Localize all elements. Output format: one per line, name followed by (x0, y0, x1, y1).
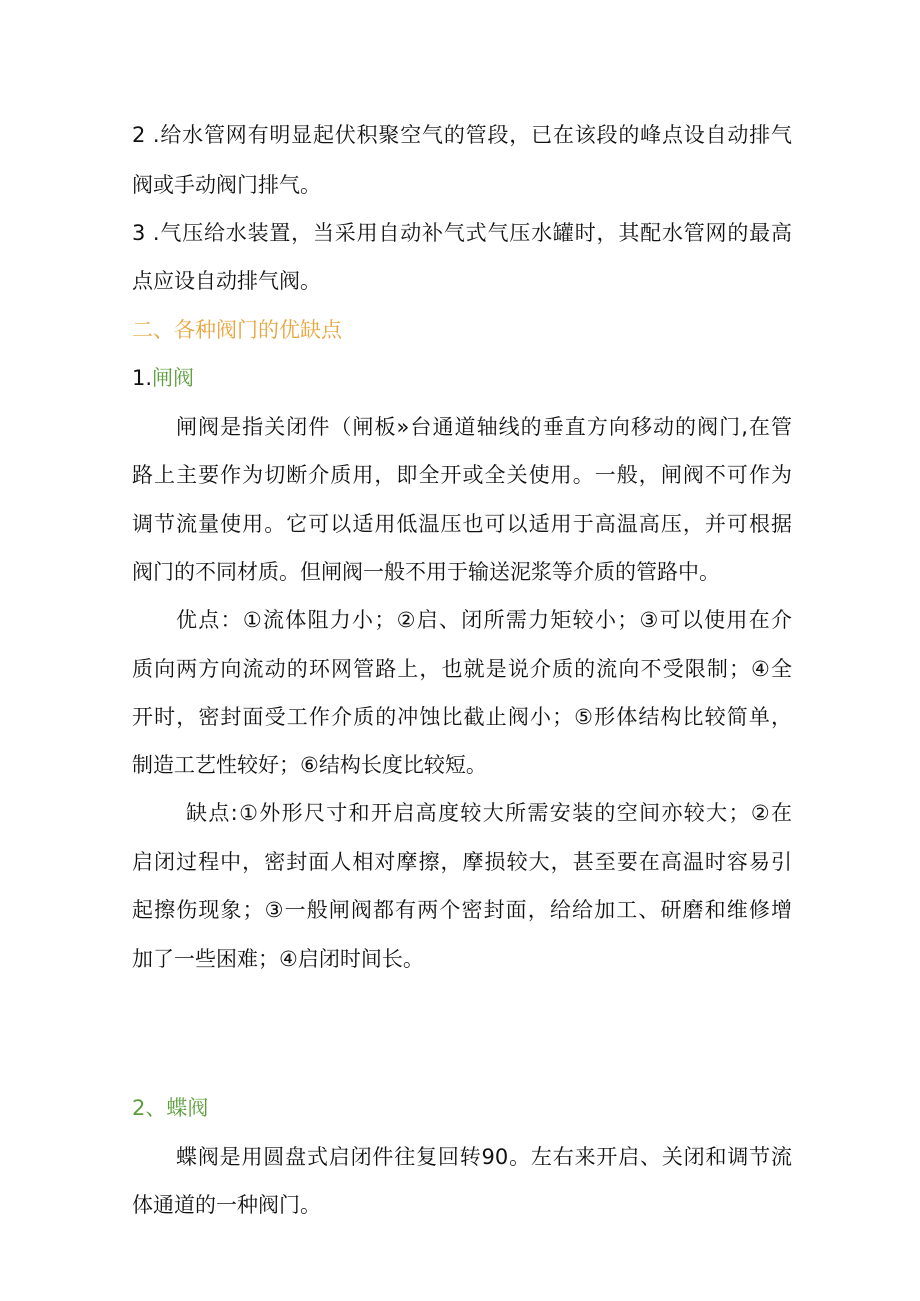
butterfly-valve-heading: 2、蝶阀 (132, 1096, 209, 1120)
gate-valve-intro-line3: 调节流量使用。它可以适用低温压也可以适用于高温高压，并可根据 (132, 512, 792, 536)
gate-valve-disadvantages-line3: 起擦伤现象；③一般闸阀都有两个密封面，给给加工、研磨和维修增 (132, 898, 792, 922)
gate-valve-heading (132, 363, 792, 393)
gate-valve-advantages-line1: 优点：①流体阻力小；②启、闭所需力矩较小；③可以使用在介 (176, 608, 792, 632)
gate-valve-intro-line1: 闸阀是指关闭件（闸板»台通道轴线的垂直方向移动的阀门,在管 (176, 415, 792, 439)
gate-valve-intro-line2: 路上主要作为切断介质用，即全开或全关使用。一般，闸阀不可作为 (132, 463, 792, 487)
gate-valve-intro-line4: 阀门的不同材质。但闸阀一般不用于输送泥浆等介质的管路中。 (132, 560, 720, 584)
gate-valve-disadvantages-line2: 启闭过程中，密封面人相对摩擦，摩损较大，甚至要在高温时容易引 (132, 850, 792, 874)
butterfly-valve-intro-line2: 体通道的一种阀门。 (132, 1193, 321, 1217)
item3-line2: 点应设自动排气阀。 (132, 269, 321, 293)
gate-valve-advantages-line4: 制造工艺性较好；⑥结构长度比较短。 (132, 753, 487, 777)
gate-valve-disadvantages-line4: 加了一些困难；④启闭时间长。 (132, 947, 424, 971)
gate-valve-advantages-line3: 开时，密封面受工作介质的冲蚀比截止阀小；⑤形体结构比较简单， (132, 705, 792, 729)
butterfly-valve-intro-line1: 蝶阀是用圆盘式启闭件往复回转90。左右来开启、关闭和调节流 (176, 1145, 792, 1169)
gate-valve-heading-text: 闸阀 (152, 366, 195, 390)
gate-valve-advantages-line2: 质向两方向流动的环网管路上，也就是说介质的流向不受限制；④全 (132, 657, 792, 681)
item2-line2: 阀或手动阀门排气。 (132, 173, 321, 197)
section2-heading: 二、各种阀门的优缺点 (132, 318, 342, 342)
gate-valve-disadvantages-line1: 缺点:①外形尺寸和开启高度较大所需安装的空间亦较大；②在 (186, 801, 792, 825)
gate-valve-heading-number: 1. (132, 366, 153, 390)
item3-line1: 3 .气压给水装置，当采用自动补气式气压水罐时，其配水管网的最高 (132, 221, 792, 245)
item2-line1: 2 .给水管网有明显起伏积聚空气的管段，已在该段的峰点设自动排气 (132, 123, 792, 147)
